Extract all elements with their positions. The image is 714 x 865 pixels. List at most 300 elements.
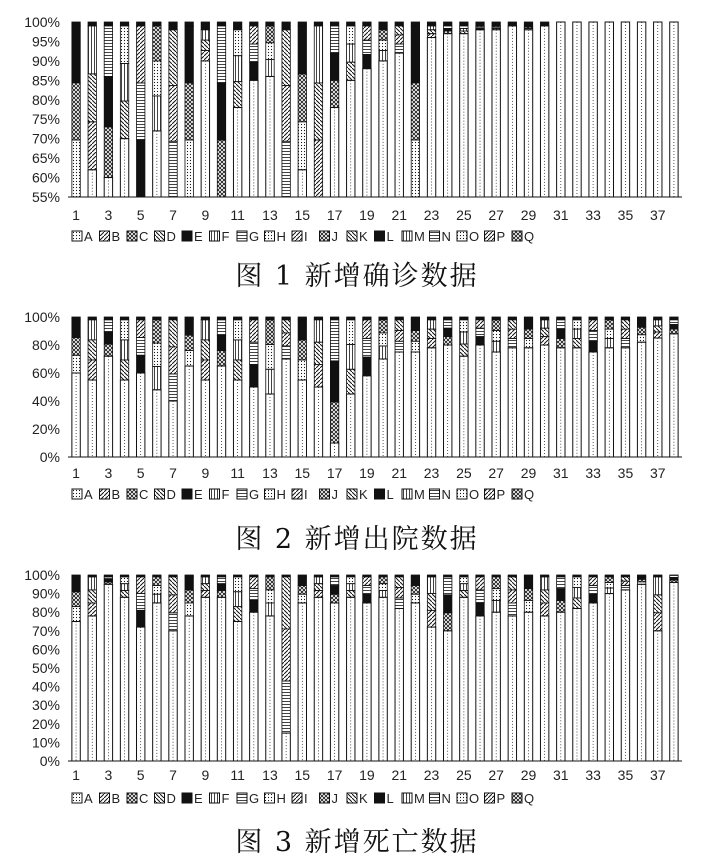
bar-segment <box>654 320 662 326</box>
legend-label: M <box>414 487 425 502</box>
bar-segment <box>88 320 96 340</box>
bar-segment <box>282 681 290 733</box>
bar-segment-top <box>573 575 581 577</box>
bar-segment <box>347 577 355 584</box>
bar-segment <box>185 335 193 350</box>
bar-segment-top <box>411 22 419 26</box>
legend-swatch <box>100 231 110 241</box>
bar-segment <box>476 337 484 345</box>
bar-segment-top <box>411 317 419 320</box>
bar-segment <box>557 589 565 601</box>
legend-swatch <box>237 231 247 241</box>
bar-segment <box>444 337 452 345</box>
legend-label: J <box>331 487 338 502</box>
bar-segment-base <box>298 603 306 761</box>
bar-segment <box>557 600 565 612</box>
bar-segment <box>330 586 338 595</box>
bar-segment <box>444 577 452 595</box>
legend-swatch <box>210 231 220 241</box>
bar-segment <box>605 320 613 329</box>
bar-segment <box>153 366 161 389</box>
chart-new-confirmed <box>0 0 714 250</box>
bar-segment <box>266 577 274 590</box>
bar-segment-top <box>233 22 241 30</box>
y-tick-label: 65% <box>31 150 60 167</box>
x-tick-label: 37 <box>649 767 666 783</box>
bar-segment <box>363 338 371 357</box>
legend-swatch <box>402 231 412 241</box>
bar-segment <box>298 320 306 340</box>
bar-segment <box>654 613 662 631</box>
bar-segment <box>524 577 532 589</box>
bar-segment <box>508 603 516 616</box>
bar-segment <box>411 320 419 331</box>
bar-15 <box>298 317 306 457</box>
bar-segment <box>185 577 193 590</box>
bar-segment <box>201 320 209 340</box>
y-tick-label: 55% <box>31 189 60 205</box>
bar-segment <box>589 586 597 595</box>
x-tick-label: 3 <box>104 207 113 223</box>
bar-segment <box>201 584 209 591</box>
legend-swatch <box>485 489 495 499</box>
bar-segment-top <box>589 317 597 320</box>
bar-segment <box>670 324 678 329</box>
bar-segment <box>250 62 258 80</box>
bar-segment <box>120 340 128 360</box>
bar-segment-top <box>250 22 258 26</box>
legend-swatch <box>237 489 247 499</box>
y-tick-label: 100% <box>24 309 60 325</box>
bar-24 <box>444 317 452 457</box>
bar-segment <box>476 590 484 603</box>
bar-11 <box>233 22 241 197</box>
bar-1 <box>72 317 80 457</box>
x-tick-label: 1 <box>72 767 80 783</box>
bar-segment <box>120 591 128 598</box>
x-tick-label: 11 <box>230 207 245 223</box>
legend-item-D <box>155 791 176 806</box>
bar-16 <box>314 22 322 197</box>
bar-3 <box>104 22 112 197</box>
bar-segment-top <box>298 317 306 320</box>
bar-segment-top <box>185 317 193 320</box>
bar-segment-top <box>250 317 258 320</box>
legend-item-O <box>457 791 479 806</box>
x-tick-label: 13 <box>262 767 278 783</box>
x-tick-label: 21 <box>391 207 408 223</box>
bar-segment-base <box>233 108 241 197</box>
bar-segment <box>250 342 258 364</box>
bar-segment-top <box>476 317 484 320</box>
bar-segment-top <box>363 317 371 320</box>
bar-25 <box>460 575 468 761</box>
bar-segment-base <box>654 631 662 761</box>
bar-segment-base <box>589 603 597 761</box>
bar-segment <box>557 338 565 347</box>
bar-segment-top <box>104 317 112 320</box>
x-tick-label: 21 <box>391 767 408 783</box>
bar-segment <box>427 338 435 347</box>
legend-label: J <box>331 791 338 806</box>
bar-29 <box>524 317 532 457</box>
bar-segment <box>250 365 258 387</box>
bar-segment <box>137 140 145 197</box>
bar-6 <box>153 22 161 197</box>
bar-segment-top <box>217 317 225 320</box>
bar-segment <box>169 595 177 613</box>
bar-segment <box>137 594 145 611</box>
y-tick-label: 50% <box>31 660 60 676</box>
y-tick-label: 100% <box>24 14 60 30</box>
y-tick-label: 40% <box>31 678 60 695</box>
bar-segment-base <box>444 345 452 457</box>
legend-item-B <box>100 487 121 502</box>
bar-6 <box>153 575 161 761</box>
bar-segment <box>153 61 161 96</box>
bar-segment <box>201 51 209 61</box>
bar-segment <box>347 320 355 345</box>
bar-segment <box>88 26 96 74</box>
bar-segment-top <box>250 575 258 577</box>
bar-segment <box>137 355 145 373</box>
bar-segment-top <box>540 317 548 320</box>
x-tick-label: 23 <box>423 465 440 481</box>
bar-segment <box>395 331 403 342</box>
y-tick-label: 60% <box>31 641 60 658</box>
bar-17 <box>330 575 338 761</box>
bar-segment <box>185 603 193 616</box>
bar-segment <box>314 342 322 364</box>
bar-segment-top <box>540 22 548 26</box>
bar-segment <box>250 600 258 612</box>
chart-new-discharged <box>0 300 714 505</box>
bar-15 <box>298 575 306 761</box>
x-tick-label: 15 <box>294 207 311 223</box>
bar-segment-top <box>427 22 435 26</box>
bar-segment-top <box>508 575 516 577</box>
bar-segment <box>347 44 355 62</box>
legend-item-H <box>265 229 286 244</box>
bar-4 <box>120 22 128 197</box>
legend-item-F <box>210 229 230 244</box>
bar-26 <box>476 575 484 761</box>
bar-segment <box>524 320 532 329</box>
bar-segment <box>363 320 371 339</box>
bar-segment <box>120 26 128 64</box>
bar-segment <box>427 329 435 338</box>
bar-segment <box>217 320 225 335</box>
bar-segment <box>153 577 161 586</box>
bar-19 <box>363 22 371 197</box>
bar-segment <box>250 577 258 589</box>
legend-label: K <box>359 487 368 502</box>
bar-segment <box>460 577 468 584</box>
bar-segment-top <box>185 22 193 26</box>
legend-swatch <box>402 793 412 803</box>
bar-segment <box>233 82 241 108</box>
legend-item-C <box>127 791 148 806</box>
bar-segment <box>363 40 371 54</box>
bar-segment-top <box>104 575 112 577</box>
bar-segment <box>411 341 419 352</box>
bar-segment <box>104 320 112 332</box>
legend-swatch <box>375 793 385 803</box>
bar-segment <box>508 329 516 338</box>
bar-segment <box>363 594 371 603</box>
legend-item-E <box>182 791 203 806</box>
bar-24 <box>444 22 452 197</box>
x-tick-label: 31 <box>553 465 569 481</box>
bar-segment-top <box>137 317 145 320</box>
x-tick-label: 15 <box>294 465 311 481</box>
bar-segment <box>524 329 532 338</box>
bar-segment <box>72 140 80 197</box>
bar-segment-base <box>492 30 500 197</box>
bar-segment <box>492 600 500 612</box>
bar-35 <box>621 575 629 761</box>
legend-item-J <box>320 487 339 502</box>
legend-label: G <box>249 229 260 244</box>
bar-36 <box>637 575 645 761</box>
bar-segment <box>282 333 290 346</box>
bar-segment-top <box>637 317 645 320</box>
bar-segment <box>395 598 403 609</box>
bar-segment <box>201 591 209 598</box>
chart-title: 图 3 新增死亡数据 <box>235 827 479 858</box>
legend-swatch <box>127 231 137 241</box>
bar-segment-top <box>120 22 128 26</box>
bar-segment <box>298 74 306 122</box>
bar-segment <box>330 320 338 361</box>
y-tick-label: 80% <box>31 337 60 353</box>
legend-swatch <box>375 489 385 499</box>
bar-segment <box>347 345 355 370</box>
legend-item-E <box>182 487 203 502</box>
bar-37 <box>654 22 662 197</box>
bar-segment <box>298 360 306 380</box>
bar-segment-top <box>379 575 387 577</box>
y-tick-label: 75% <box>31 111 60 128</box>
legend-swatch <box>375 231 385 241</box>
bar-segment <box>363 586 371 595</box>
legend-swatch <box>485 793 495 803</box>
bar-segment-top <box>282 22 290 30</box>
bar-segment-top <box>395 22 403 26</box>
legend-item-C <box>127 487 148 502</box>
bar-segment <box>282 577 290 629</box>
bar-segment-base <box>444 631 452 761</box>
bar-segment <box>233 360 241 380</box>
bar-segment <box>540 320 548 328</box>
legend-item-D <box>155 487 176 502</box>
bar-segment <box>654 326 662 332</box>
bar-segment <box>395 26 403 35</box>
x-tick-label: 9 <box>201 767 210 783</box>
bar-26 <box>476 317 484 457</box>
bar-segment <box>508 338 516 347</box>
bar-segment-top <box>508 22 516 26</box>
legend-label: G <box>249 487 260 502</box>
bar-segment <box>379 333 387 346</box>
bar-segment <box>411 331 419 342</box>
bar-segment-top <box>347 22 355 26</box>
legend-label: A <box>84 791 93 806</box>
bar-segment-base <box>201 61 209 197</box>
bar-segment <box>201 577 209 584</box>
bar-segment <box>120 360 128 380</box>
bar-segment-top <box>540 575 548 577</box>
x-tick-label: 37 <box>649 207 666 223</box>
bar-20 <box>379 575 387 761</box>
bar-21 <box>395 317 403 457</box>
bar-segment <box>460 584 468 591</box>
figure-2 <box>0 300 714 562</box>
bar-segment <box>460 320 468 332</box>
bar-34 <box>605 575 613 761</box>
bar-segment <box>72 26 80 83</box>
bar-segment-top <box>137 22 145 26</box>
bar-segment <box>233 340 241 360</box>
legend-label: O <box>469 487 480 502</box>
bar-segment-base <box>476 345 484 457</box>
bar-3 <box>104 575 112 761</box>
bar-11 <box>233 317 241 457</box>
bar-segment <box>605 577 613 583</box>
bar-segment <box>573 587 581 598</box>
x-tick-label: 35 <box>617 465 634 481</box>
x-tick-label: 7 <box>169 767 177 783</box>
bar-segment <box>589 594 597 603</box>
bar-segment <box>201 40 209 50</box>
bar-segment-top <box>104 22 112 26</box>
bar-segment-top <box>444 317 452 320</box>
bar-segment <box>379 577 387 584</box>
bar-segment <box>314 577 322 584</box>
bar-18 <box>347 22 355 197</box>
bar-segment-top <box>282 575 290 577</box>
bar-segment-top <box>266 317 274 320</box>
y-tick-label: 20% <box>31 715 60 732</box>
bar-segment-base <box>120 380 128 457</box>
bar-segment-top <box>621 317 629 320</box>
bar-30 <box>540 22 548 197</box>
bar-segment <box>217 577 225 584</box>
bar-segment <box>72 338 80 356</box>
x-tick-label: 27 <box>488 207 504 223</box>
bar-segment <box>492 341 500 352</box>
legend-swatch <box>72 489 82 499</box>
bar-35 <box>621 317 629 457</box>
bar-segment-top <box>524 575 532 577</box>
legend-item-I <box>292 791 308 806</box>
bar-segment-top <box>670 317 678 320</box>
bar-segment <box>153 320 161 343</box>
bar-20 <box>379 317 387 457</box>
bar-6 <box>153 317 161 457</box>
bar-30 <box>540 317 548 457</box>
bar-segment <box>589 577 597 586</box>
bar-segment <box>104 344 112 356</box>
legend-swatch <box>292 793 302 803</box>
y-tick-label: 10% <box>31 734 60 751</box>
bar-segment <box>266 320 274 345</box>
legend-item-H <box>265 791 286 806</box>
legend-swatch <box>402 489 412 499</box>
bar-segment <box>185 83 193 140</box>
bar-segment-top <box>185 575 193 577</box>
y-tick-label: 95% <box>31 33 60 50</box>
x-tick-label: 17 <box>326 465 343 481</box>
y-tick-label: 80% <box>31 91 60 108</box>
bar-segment-top <box>217 575 225 577</box>
bar-segment <box>395 35 403 44</box>
bar-38 <box>670 575 678 761</box>
bar-2 <box>88 317 96 457</box>
legend-item-M <box>402 791 425 806</box>
bar-segment <box>411 594 419 603</box>
bar-segment <box>298 340 306 360</box>
bar-33 <box>589 317 597 457</box>
bar-segment <box>330 361 338 402</box>
legend-item-I <box>292 229 308 244</box>
bar-12 <box>250 317 258 457</box>
x-tick-label: 1 <box>72 465 80 481</box>
legend-item-F <box>210 791 230 806</box>
y-tick-label: 80% <box>31 604 60 621</box>
bar-9 <box>201 317 209 457</box>
legend-item-Q <box>512 229 534 244</box>
bar-segment <box>217 591 225 598</box>
bar-segment <box>427 34 435 38</box>
bar-segment <box>540 603 548 616</box>
bar-34 <box>605 22 613 197</box>
legend-item-D <box>155 229 176 244</box>
x-tick-label: 3 <box>104 767 113 783</box>
x-tick-label: 25 <box>456 207 472 223</box>
bar-segment <box>524 600 532 612</box>
bar-10 <box>217 317 225 457</box>
legend-label: I <box>304 229 308 244</box>
x-tick-label: 21 <box>391 465 408 481</box>
bar-segment-base <box>411 603 419 761</box>
bar-segment <box>379 51 387 61</box>
bar-segment <box>169 347 177 374</box>
bar-3 <box>104 317 112 457</box>
x-tick-label: 31 <box>553 767 569 783</box>
bar-segment-top <box>88 317 96 320</box>
bar-segment <box>411 577 419 586</box>
bar-segment-top <box>266 575 274 577</box>
legend-label: M <box>414 229 425 244</box>
legend-label: H <box>276 487 286 502</box>
bar-segment <box>266 603 274 616</box>
bar-segment <box>120 63 128 101</box>
x-tick-label: 35 <box>617 207 634 223</box>
bar-segment <box>153 96 161 131</box>
legend-swatch <box>320 489 330 499</box>
bar-segment <box>217 26 225 83</box>
y-tick-label: 100% <box>24 567 60 583</box>
bar-segment-top <box>330 575 338 577</box>
bar-segment <box>330 402 338 443</box>
bar-segment <box>233 607 241 622</box>
legend-item-L <box>375 229 394 244</box>
bar-34 <box>605 317 613 457</box>
bar-1 <box>72 22 80 197</box>
bar-segment-top <box>282 317 290 320</box>
legend-label: B <box>111 791 121 806</box>
